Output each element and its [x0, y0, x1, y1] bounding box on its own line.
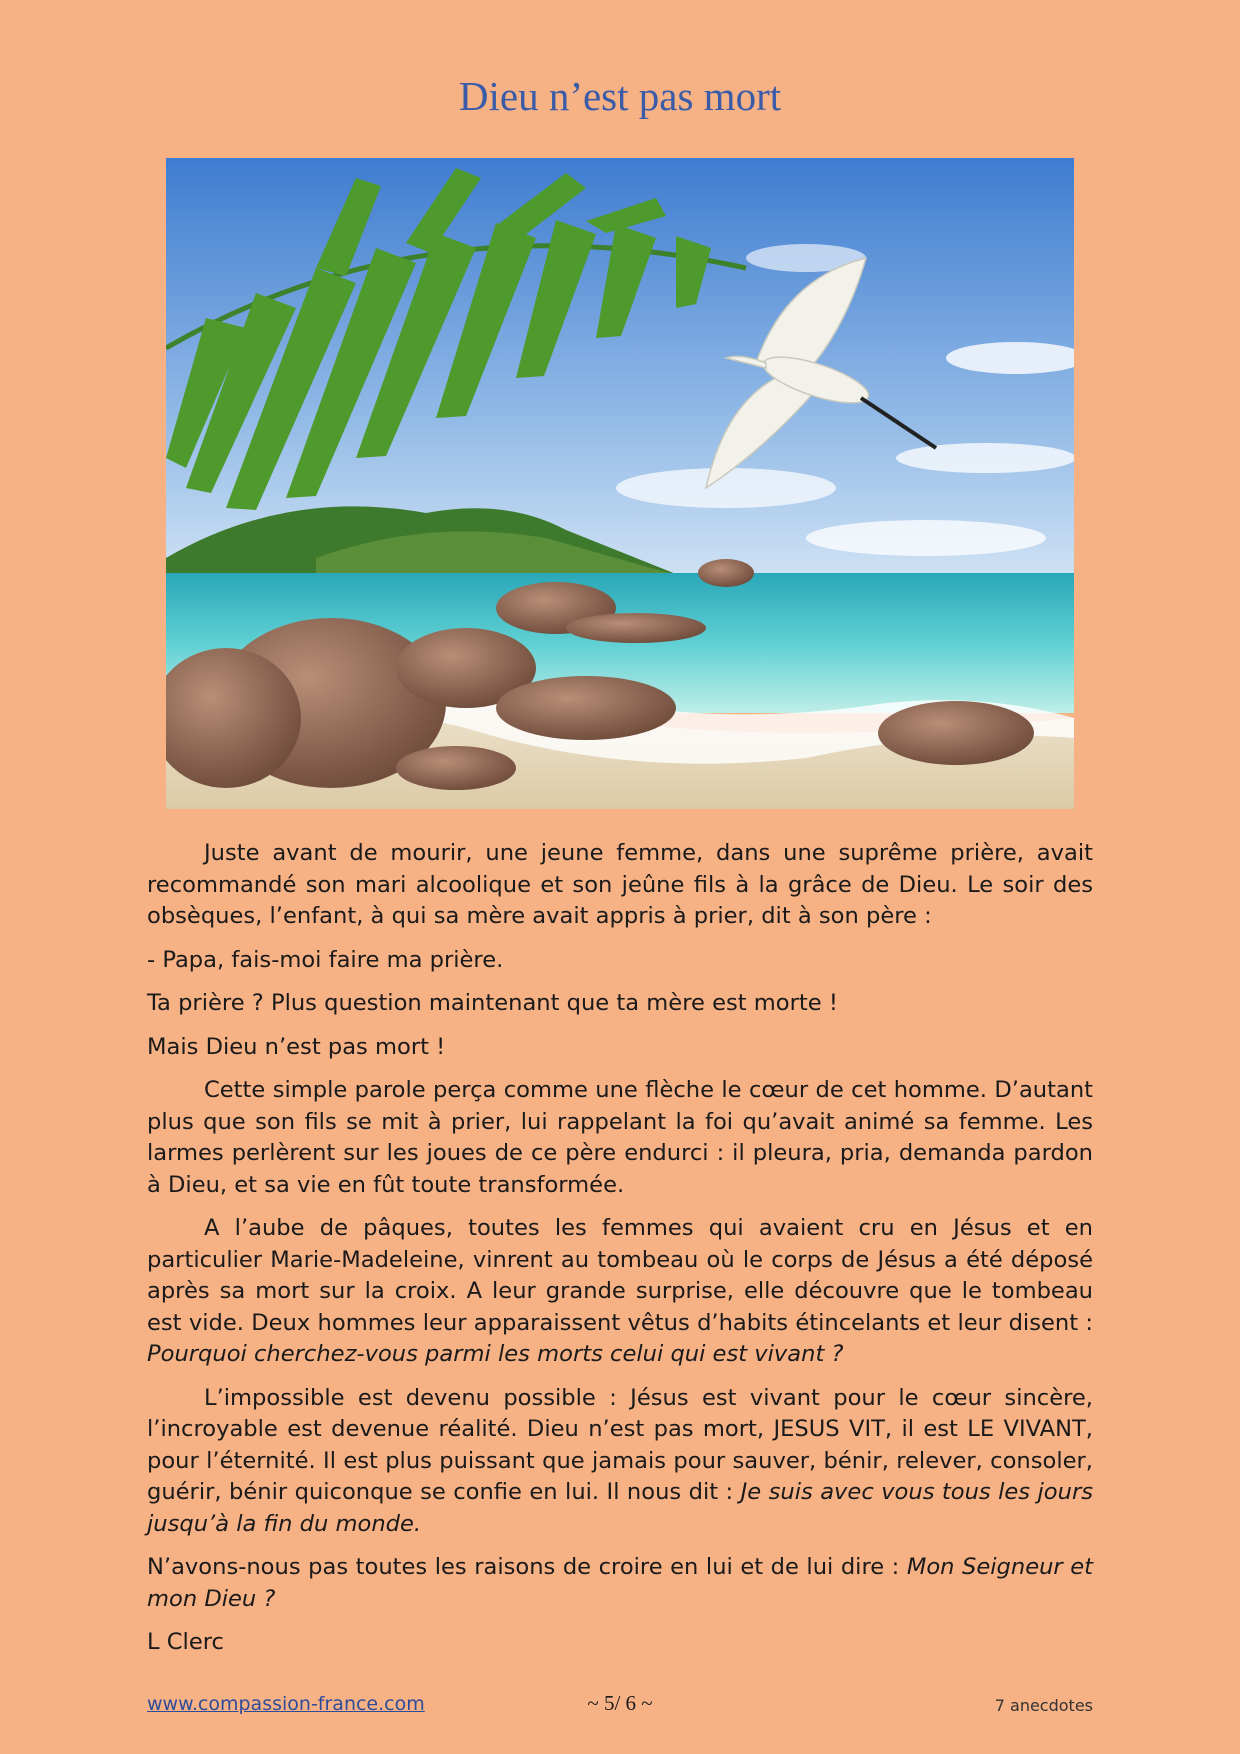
- quote-italic: Je suis avec vous tous les jours jusqu’à la fin du monde.: [147, 1479, 1094, 1537]
- paragraph: - Papa, fais-moi faire ma prière.: [147, 946, 504, 973]
- paragraph: Ta prière ? Plus question maintenant que ta mère est morte !: [147, 990, 838, 1016]
- paragraph: Cette simple parole perça comme une flèche le cœur de cet homme. D’autant plus que son fils se mit à prier, lui rappelant la foi qu’avait animé sa femme. Les larmes perlèrent sur les joues de ce père endurci : il pleura, pria, demanda pardon à Dieu, et sa vie en fût toute transformée.: [147, 1077, 1093, 1198]
- page-title: Dieu n’est pas mort: [458, 73, 782, 119]
- article-body: [147, 838, 1093, 1671]
- paragraph: Mais Dieu n’est pas mort !: [147, 1033, 446, 1060]
- author-signature: L Clerc: [147, 1629, 224, 1655]
- page-number: ~ 5/ 6 ~: [587, 1691, 653, 1715]
- paragraph: [147, 1383, 1093, 1541]
- collection-label: 7 anecdotes: [994, 1696, 1093, 1715]
- paragraph-text: N’avons-nous pas toutes les raisons de croire en lui et de lui dire :: [147, 1554, 907, 1580]
- quote-italic: Mon Seigneur et mon Dieu ?: [147, 1554, 1094, 1612]
- quote-italic: Pourquoi cherchez-vous parmi les morts celui qui est vivant ?: [147, 1341, 844, 1367]
- beach-photo: [166, 158, 1074, 809]
- paragraph-text: A l’aube de pâques, toutes les femmes qui avaient cru en Jésus et en particulier Marie-Madeleine, vinrent au tombeau où le corps de Jésus a été déposé après sa mort sur la croix. A leur grande surprise, elle découvre que le tombeau est vide. Deux hommes leur apparaissent vêtus d’habits étincelants et leur disent :: [147, 1215, 1093, 1336]
- paragraph: [147, 1552, 1093, 1615]
- website-link[interactable]: www.compassion-france.com: [147, 1693, 425, 1715]
- paragraph: Juste avant de mourir, une jeune femme, dans une suprême prière, avait recommandé son mari alcoolique et son jeûne fils à la grâce de Dieu. Le soir des obsèques, l’enfant, à qui sa mère avait appris à prier, dit à son père :: [147, 840, 1093, 929]
- paragraph-text: L’impossible est devenu possible : Jésus est vivant pour le cœur sincère, l’incroyable est devenue réalité. Dieu n’est pas mort, JESUS VIT, il est LE VIVANT, pour l’éternité. Il est plus puissant que jamais pour sauver, bénir, relever, consoler, guérir, bénir quiconque se confie en lui. Il nous dit :: [147, 1384, 1093, 1505]
- beach-photo-illustration: [166, 158, 1074, 809]
- paragraph: [147, 1213, 1093, 1371]
